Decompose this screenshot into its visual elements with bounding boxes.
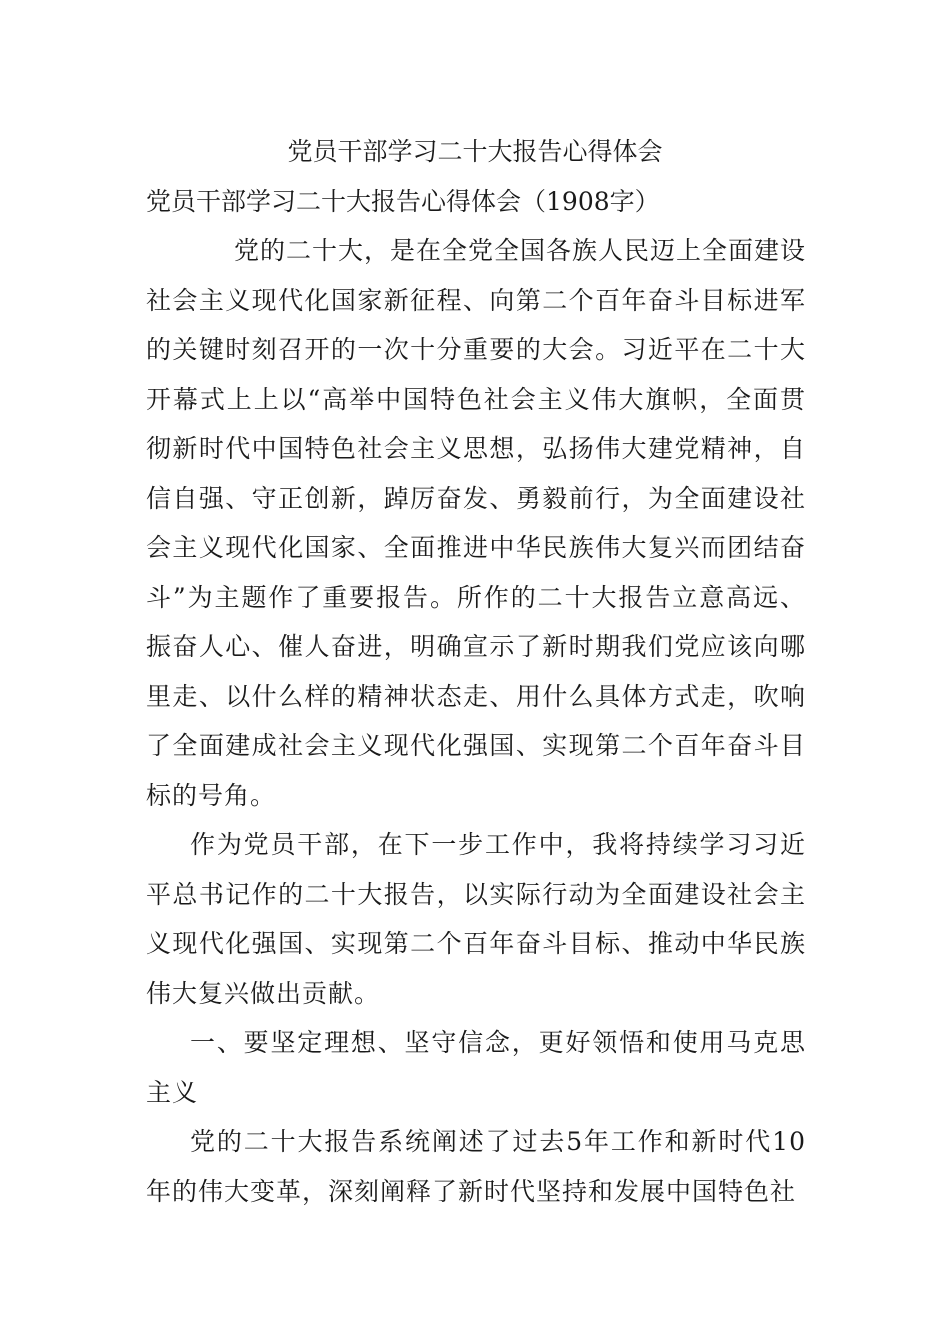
paragraph-section-1: 党的二十大报告系统阐述了过去5年工作和新时代10年的伟大变革，深刻阐释了新时代坚持和发展中国特色社 [146, 1127, 806, 1206]
document-body [146, 226, 806, 1216]
document-title: 党员干部学习二十大报告心得体会 [287, 137, 663, 166]
document-subtitle: 党员干部学习二十大报告心得体会（1908字） [146, 187, 660, 216]
section-heading-1: 一、要坚定理想、坚守信念，更好领悟和使用马克思主义 [146, 1028, 806, 1107]
paragraph-intro: 党的二十大，是在全党全国各族人民迈上全面建设社会主义现代化国家新征程、向第二个百年奋斗目标进军的关键时刻召开的一次十分重要的大会。习近平在二十大开幕式上上以“高举中国特色社会主义伟大旗帜，全面贯彻新时代中国特色社会主义思想，弘扬伟大建党精神，自信自强、守正创新，踔厉奋发、勇毅前行，为全面建设社会主义现代化国家、全面推进中华民族伟大复兴而团结奋斗”为主题作了重要报告。所作的二十大报告立意高远、振奋人心、催人奋进，明确宣示了新时期我们党应该向哪里走、以什么样的精神状态走、用什么具体方式走，吹响了全面建成社会主义现代化强国、实现第二个百年奋斗目标的号角。 [146, 236, 807, 810]
paragraph-commitment: 作为党员干部，在下一步工作中，我将持续学习习近平总书记作的二十大报告，以实际行动为全面建设社会主义现代化强国、实现第二个百年奋斗目标、推动中华民族伟大复兴做出贡献。 [146, 830, 806, 1008]
